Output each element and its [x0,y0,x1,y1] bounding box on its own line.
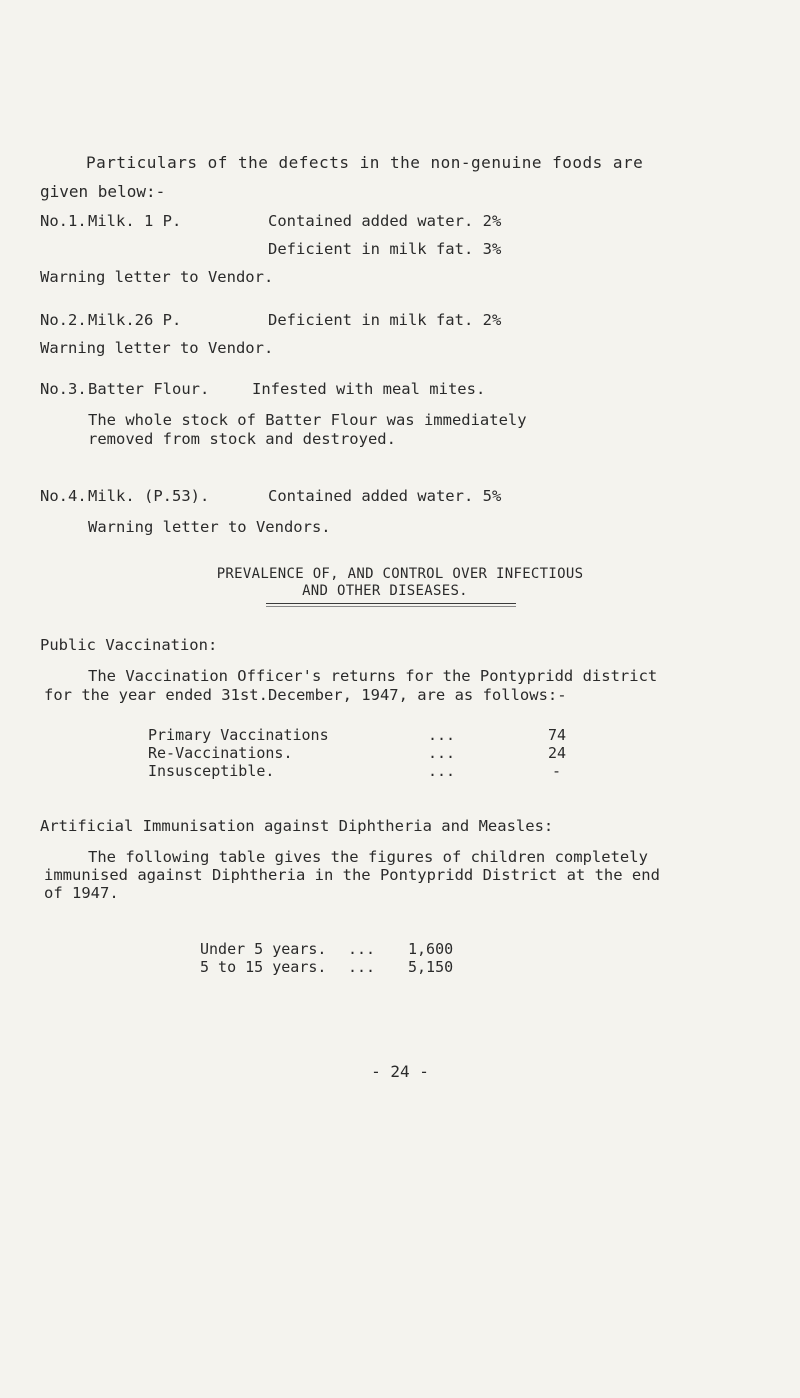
sample-3-action-line-1: The whole stock of Batter Flour was immediately [88,411,527,429]
immunisation-para-line-2: immunised against Diphtheria in the Pontypridd District at the end [44,866,660,884]
sample-1-action: Warning letter to Vendor. [40,268,274,286]
immunisation-row-value: 5,150 [408,958,454,976]
immunisation-row-dots: ... [348,958,376,976]
immunisation-row-value: 1,600 [408,940,454,958]
vaccination-heading: Public Vaccination: [40,636,218,654]
section-heading-line-1: PREVALENCE OF, AND CONTROL OVER INFECTIOUS [216,566,584,582]
sample-3-item: Batter Flour. [88,380,210,398]
sample-1-item: Milk. 1 P. [88,212,182,230]
sample-3-defect-1: Infested with meal mites. [252,380,486,398]
vaccination-para-line-1: The Vaccination Officer's returns for the Pontypridd district [88,667,658,685]
vaccination-row-label: Insusceptible. [148,762,275,780]
immunisation-row-label: 5 to 15 years. [200,958,327,976]
sample-1-number: No.1. [40,212,87,230]
sample-3-number: No.3. [40,380,87,398]
section-heading-line-2: AND OTHER DISEASES. [302,583,468,599]
sample-2-defect-1: Deficient in milk fat. 2% [268,311,502,329]
vaccination-row-label: Re-Vaccinations. [148,744,293,762]
intro-line-1: Particulars of the defects in the non-genuine foods are [86,153,644,172]
vaccination-para-line-2: for the year ended 31st.December, 1947, are as follows:- [44,686,567,704]
sample-2-item: Milk.26 P. [88,311,182,329]
sample-2-action: Warning letter to Vendor. [40,339,274,357]
sample-3-action-line-2: removed from stock and destroyed. [88,430,396,448]
sample-1-defect-2: Deficient in milk fat. 3% [268,240,502,258]
heading-underline [266,603,516,604]
sample-1-defect-1: Contained added water. 2% [268,212,502,230]
immunisation-para-line-3: of 1947. [44,884,119,902]
vaccination-row-label: Primary Vaccinations [148,726,329,744]
intro-line-2: given below:- [40,182,166,201]
vaccination-row-value: 24 [548,744,567,762]
heading-underline-secondary [266,606,516,607]
sample-2-number: No.2. [40,311,87,329]
page-number: - 24 - [371,1062,429,1081]
sample-4-defect-1: Contained added water. 5% [268,487,502,505]
immunisation-row-dots: ... [348,940,376,958]
sample-4-item: Milk. (P.53). [88,487,210,505]
sample-4-action: Warning letter to Vendors. [88,518,331,536]
vaccination-row-value: 74 [548,726,567,744]
immunisation-heading: Artificial Immunisation against Diphtheria and Measles: [40,817,554,835]
vaccination-row-dots: ... [428,726,456,744]
vaccination-row-dots: ... [428,744,456,762]
immunisation-para-line-1: The following table gives the figures of children completely [88,848,648,866]
sample-4-number: No.4. [40,487,87,505]
immunisation-row-label: Under 5 years. [200,940,327,958]
vaccination-row-dots: ... [428,762,456,780]
vaccination-row-value: - [552,762,562,780]
